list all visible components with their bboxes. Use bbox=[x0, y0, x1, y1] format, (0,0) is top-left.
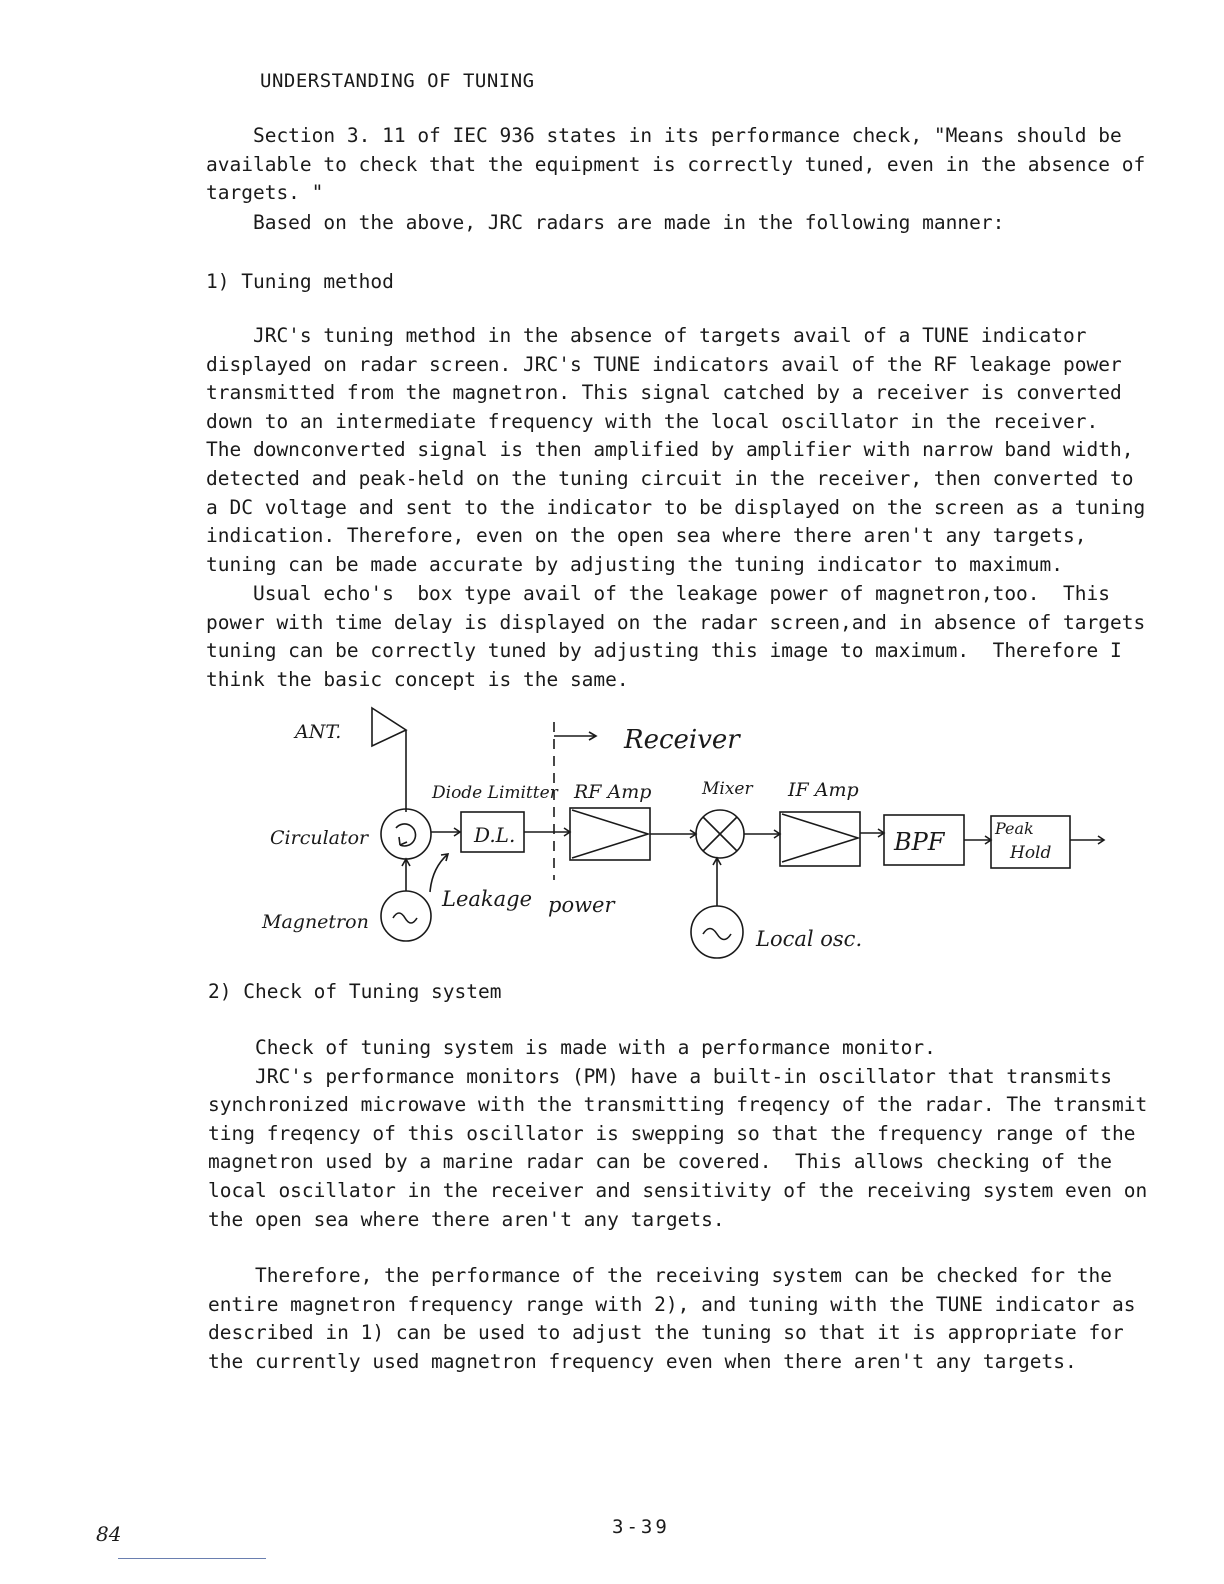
mixer-label: Mixer bbox=[702, 779, 753, 799]
circulator-label: Circulator bbox=[270, 827, 369, 849]
section-2-paragraph-1: Check of tuning system is made with a performance monitor. JRC's performance monitors (PM) have a built-in oscillator that transmits synchronized microwave with the transmitting freqency of the radar. The transmit ting freqency of this oscillator is swepping so that the frequency range of the magnetron used by a marine radar can be covered. This allows checking of the local oscillator in the receiver and sensitivity of the receiving system even on the open sea where there aren't any targets. bbox=[208, 1036, 1148, 1231]
dl-box-label: D.L. bbox=[474, 823, 516, 847]
section-1-paragraph-2: Usual echo's box type avail of the leakage power of magnetron,too. This power with time delay is displayed on the radar screen,and in absence of targets tuning can be correctly tuned by adjusting this image to maximum. Therefore I think the basic concept is the same. bbox=[206, 582, 1146, 691]
magnetron-label: Magnetron bbox=[262, 911, 369, 933]
magnetron-symbol bbox=[381, 891, 431, 941]
section-1-paragraph-1: JRC's tuning method in the absence of targets avail of a TUNE indicator displayed on radar screen. JRC's TUNE indicators avail of the RF leakage power transmitted from the magnetron. This signal catched by a receiver is converted down to an intermediate frequency with the local oscillator in the receiver. The downconverted signal is then amplified by amplifier with narrow band width, detected and peak-held on the tuning circuit in the receiver, then converted to a DC voltage and sent to the indicator to be displayed on the screen as a tuning indication. Therefore, even on the open sea where there aren't any targets, tuning can be made accurate by adjusting the tuning indicator to maximum. bbox=[206, 324, 1146, 576]
ant-label: ANT. bbox=[295, 721, 342, 743]
section-2-paragraph-2: Therefore, the performance of the receiving system can be checked for the entire magnetron frequency range with 2), and tuning with the TUNE indicator as described in 1) can be used to adjust the tuning so that it is appropriate for the currently used magnetron frequency even when there aren't any targets. bbox=[208, 1264, 1136, 1373]
bpf-label: BPF bbox=[894, 828, 945, 856]
intro-paragraph-1: Section 3. 11 of IEC 936 states in its performance check, "Means should be available to check that the equipment is correctly tuned, even in the absence of targets. " bbox=[206, 124, 1146, 205]
diode-limiter-label: Diode Limitter bbox=[432, 783, 558, 803]
local-osc-label: Local osc. bbox=[756, 927, 863, 951]
footnote-rule bbox=[118, 1558, 266, 1559]
if-amp-box bbox=[780, 812, 860, 866]
if-amp-label: IF Amp bbox=[788, 779, 859, 801]
power-label: power bbox=[548, 893, 615, 917]
page-title: UNDERSTANDING OF TUNING bbox=[260, 70, 535, 92]
rf-amp-box bbox=[570, 808, 650, 860]
circulator-symbol bbox=[381, 809, 431, 859]
page-number: 3-39 bbox=[612, 1516, 670, 1538]
intro-paragraph-2: Based on the above, JRC radars are made in the following manner: bbox=[206, 211, 1005, 234]
local-osc-symbol bbox=[691, 906, 743, 958]
leakage-label: Leakage bbox=[442, 887, 533, 911]
receiver-label: Receiver bbox=[624, 725, 740, 755]
tuning-block-diagram bbox=[250, 700, 1120, 970]
antenna-symbol bbox=[372, 708, 406, 746]
peak-label: Peak bbox=[995, 819, 1034, 838]
section-1-heading: 1) Tuning method bbox=[206, 270, 394, 293]
rf-amp-label: RF Amp bbox=[574, 781, 652, 803]
handwritten-margin-note: 84 bbox=[96, 1522, 122, 1546]
section-2-heading: 2) Check of Tuning system bbox=[208, 980, 502, 1003]
hold-label: Hold bbox=[1010, 843, 1052, 863]
